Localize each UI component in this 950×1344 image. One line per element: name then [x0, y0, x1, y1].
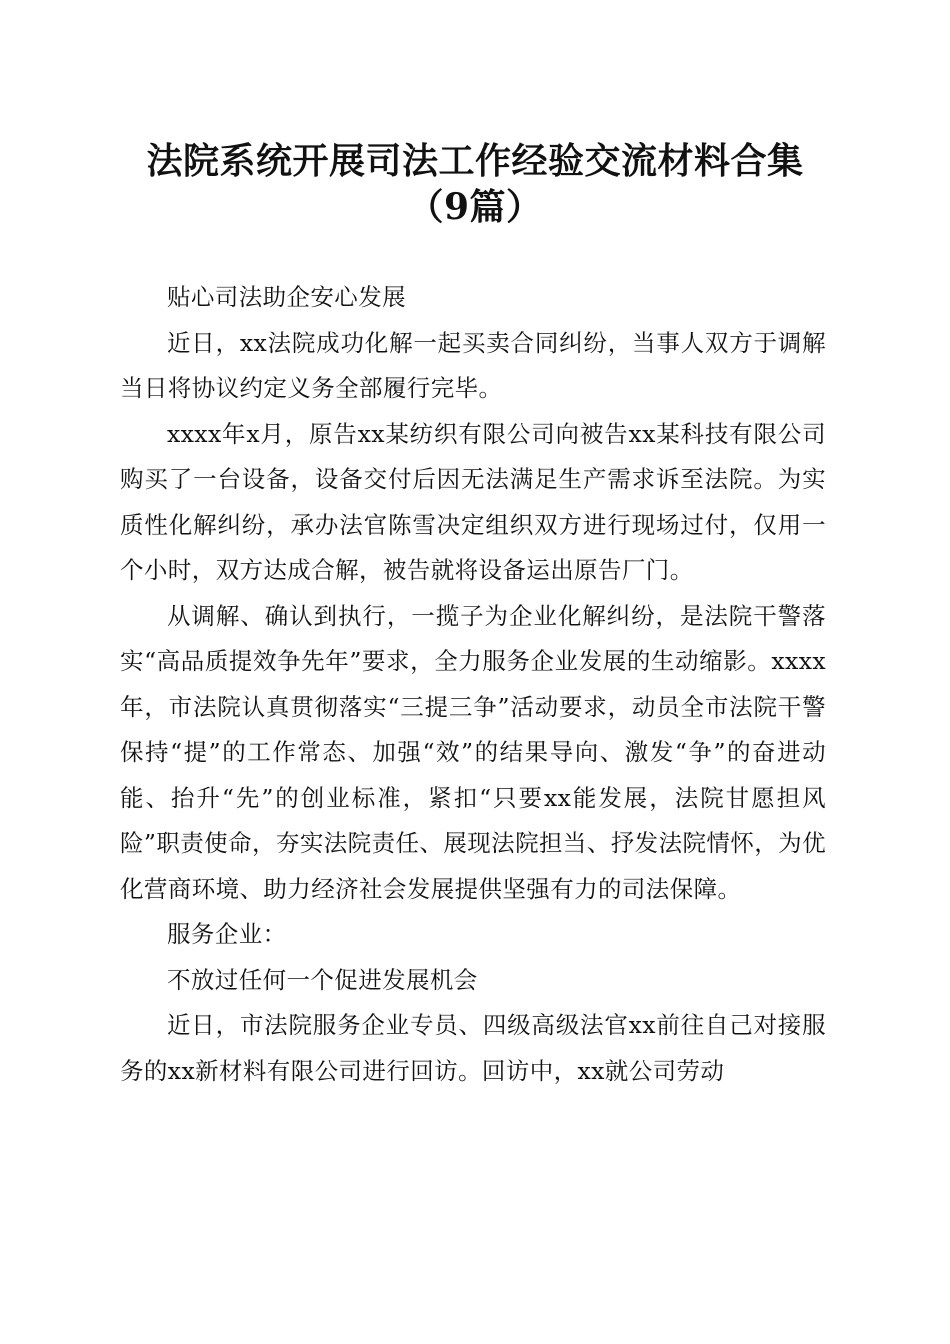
paragraph: 近日，xx法院成功化解一起买卖合同纠纷，当事人双方于调解当日将协议约定义务全部履行完毕。 [120, 328, 826, 402]
paragraph: 近日，市法院服务企业专员、四级高级法官xx前往自己对接服务的xx新材料有限公司进行回访。回访中，xx就公司劳动 [120, 1011, 826, 1085]
paragraph: xxxx年x月，原告xx某纺织有限公司向被告xx某科技有限公司购买了一台设备，设备交付后因无法满足生产需求诉至法院。为实质性化解纠纷，承办法官陈雪决定组织双方进行现场过付，仅用一个小时，双方达成合解，被告就将设备运出原告厂门。 [120, 419, 826, 584]
document-body [120, 275, 826, 1094]
document-title: 法院系统开展司法工作经验交流材料合集（9篇） [146, 140, 804, 228]
paragraph: 从调解、确认到执行，一揽子为企业化解纠纷，是法院干警落实“高品质提效争先年”要求，全力服务企业发展的生动缩影。xxxx年，市法院认真贯彻落实“三提三争”活动要求，动员全市法院干警保持“提”的工作常态、加强“效”的结果导向、激发“争”的奋进动能、抬升“先”的创业标准，紧扣“只要xx能发展，法院甘愿担风险”职责使命，夯实法院责任、展现法院担当、抒发法院情怀，为优化营商环境、助力经济社会发展提供坚强有力的司法保障。 [120, 601, 826, 903]
paragraph-heading-2: 服务企业： [167, 920, 287, 948]
paragraph-heading-3: 不放过任何一个促进发展机会 [167, 965, 478, 994]
paragraph-heading-1: 贴心司法助企安心发展 [167, 283, 406, 311]
